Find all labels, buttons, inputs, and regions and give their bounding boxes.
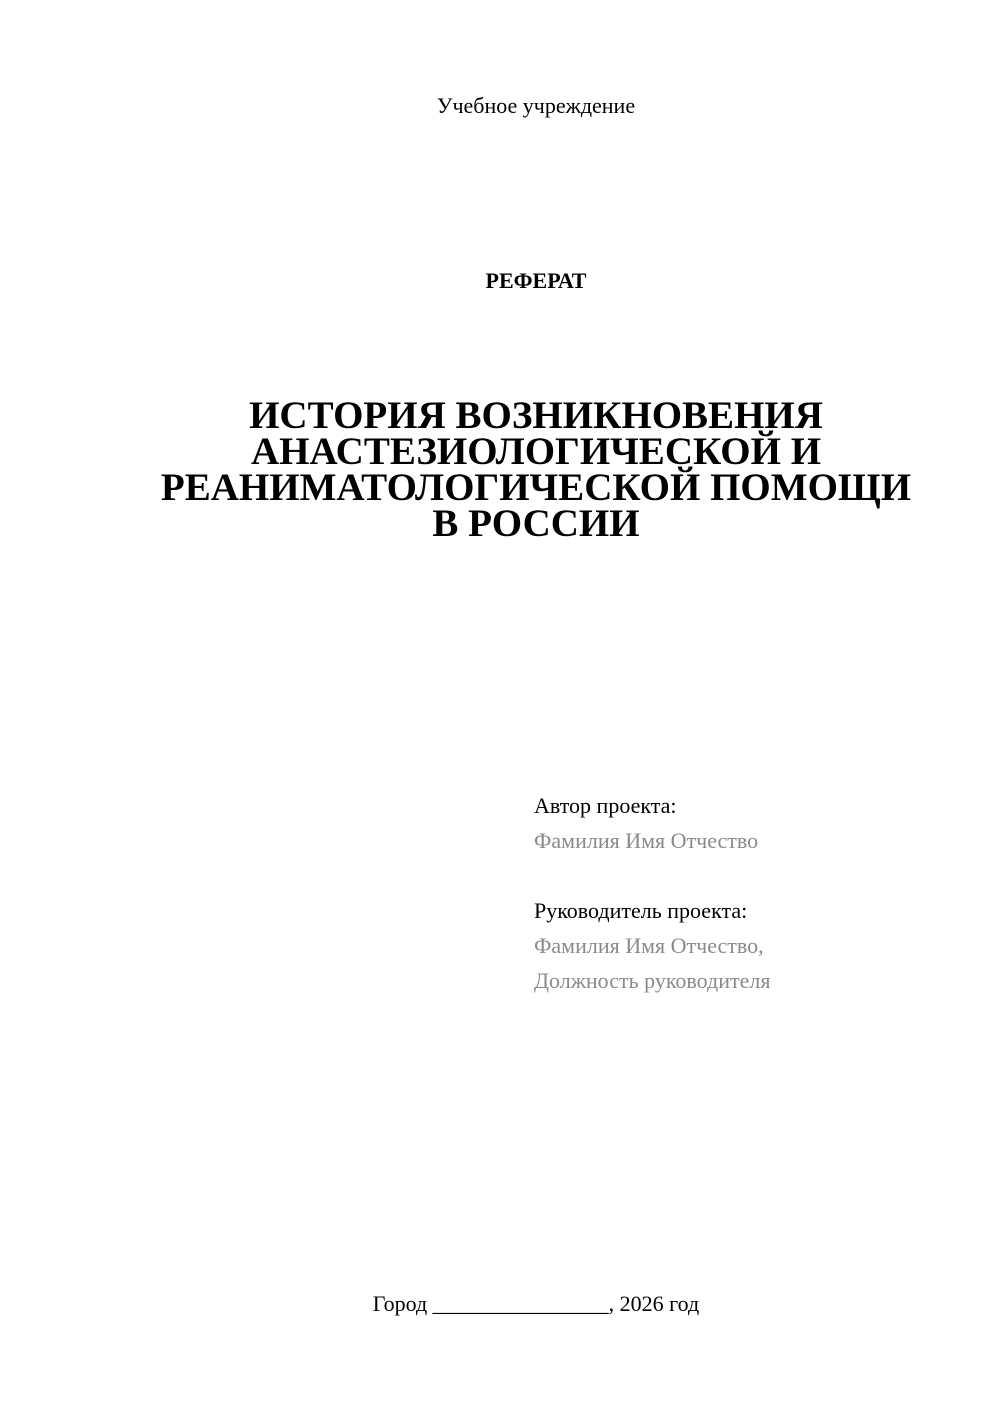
supervisor-name: Фамилия Имя Отчество, xyxy=(534,933,764,958)
document-title xyxy=(0,394,1000,545)
city-year-line: Город ________________, 2026 год xyxy=(372,1291,700,1316)
supervisor-position: Должность руководителя xyxy=(534,968,771,993)
project-info-block xyxy=(534,788,770,998)
title-line: АНАСТЕЗИОЛОГИЧЕСКОЙ И xyxy=(250,430,822,473)
title-line: В РОССИИ xyxy=(432,502,640,545)
author-label: Автор проекта: xyxy=(534,793,677,818)
author-name: Фамилия Имя Отчество xyxy=(534,828,759,853)
title-line: ИСТОРИЯ ВОЗНИКНОВЕНИЯ xyxy=(249,394,823,437)
institution-name: Учебное учреждение xyxy=(436,93,636,118)
document-type: РЕФЕРАТ xyxy=(485,268,587,293)
title-line: РЕАНИМАТОЛОГИЧЕСКОЙ ПОМОЩИ xyxy=(160,466,912,509)
supervisor-label: Руководитель проекта: xyxy=(534,898,748,923)
